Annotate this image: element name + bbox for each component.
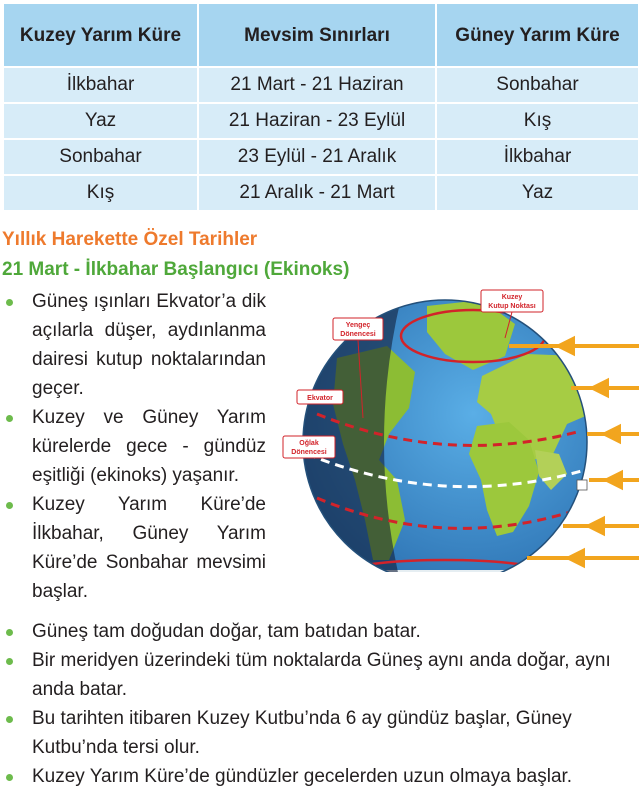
table-cell: İlkbahar	[437, 140, 638, 174]
list-item: Güneş ışınları Ekvator’a dik açılarla düşer, aydınlanma dairesi kutup noktalarından geçer.	[2, 287, 266, 403]
table-row	[4, 104, 638, 138]
table-cell: Sonbahar	[437, 68, 638, 102]
label-equator	[297, 390, 343, 404]
list-item: Kuzey ve Güney Yarım kürelerde gece - gündüz eşitliği (ekinoks) yaşanır.	[2, 403, 266, 490]
table-cell: 21 Mart - 21 Haziran	[199, 68, 435, 102]
list-item: Bu tarihten itibaren Kuzey Kutbu’nda 6 ay gündüz başlar, Güney Kutbu’nda tersi olur.	[2, 704, 638, 762]
globe-illustration	[277, 284, 639, 572]
table-cell: Sonbahar	[4, 140, 197, 174]
table-row	[4, 140, 638, 174]
section-subtitle: 21 Mart - İlkbahar Başlangıcı (Ekinoks)	[2, 259, 350, 280]
label-north-pole-line1: Kuzey	[501, 294, 523, 301]
small-marker	[577, 480, 587, 490]
label-capricorn-line2: Dönencesi	[291, 449, 327, 456]
label-cancer-line1: Yengeç	[345, 322, 371, 329]
table-row	[4, 68, 638, 102]
section-title: Yıllık Harekette Özel Tarihler	[2, 229, 258, 250]
label-cancer-line2: Dönencesi	[340, 331, 376, 338]
header-north: Kuzey Yarım Küre	[4, 4, 197, 66]
label-equator-text: Ekvator	[307, 395, 333, 402]
header-south: Güney Yarım Küre	[437, 4, 638, 66]
table-cell: 21 Aralık - 21 Mart	[199, 176, 435, 210]
table-cell: Yaz	[437, 176, 638, 210]
seasons-table	[2, 2, 640, 212]
table-row	[4, 176, 638, 210]
list-item: Kuzey Yarım Küre’de İlkbahar, Güney Yarım Küre’de Sonbahar mevsimi başlar.	[2, 490, 266, 606]
bullet-list-left	[2, 287, 266, 606]
header-boundaries: Mevsim Sınırları	[199, 4, 435, 66]
table-header-row	[4, 4, 638, 66]
table-cell: 23 Eylül - 21 Aralık	[199, 140, 435, 174]
label-tropic-of-capricorn	[283, 436, 335, 458]
land-antarctica	[347, 570, 547, 572]
table-cell: Yaz	[4, 104, 197, 138]
label-capricorn-line1: Oğlak	[299, 440, 319, 447]
table-cell: 21 Haziran - 23 Eylül	[199, 104, 435, 138]
table-cell: Kış	[4, 176, 197, 210]
table-cell: İlkbahar	[4, 68, 197, 102]
bullet-list-full	[2, 617, 638, 791]
list-item: Kuzey Yarım Küre’de gündüzler gecelerden uzun olmaya başlar.	[2, 762, 638, 791]
equinox-globe-figure	[277, 284, 639, 572]
list-item: Güneş tam doğudan doğar, tam batıdan batar.	[2, 617, 638, 646]
table-cell: Kış	[437, 104, 638, 138]
list-item: Bir meridyen üzerindeki tüm noktalarda Güneş aynı anda doğar, aynı anda batar.	[2, 646, 638, 704]
label-north-pole-line2: Kutup Noktası	[488, 303, 536, 310]
